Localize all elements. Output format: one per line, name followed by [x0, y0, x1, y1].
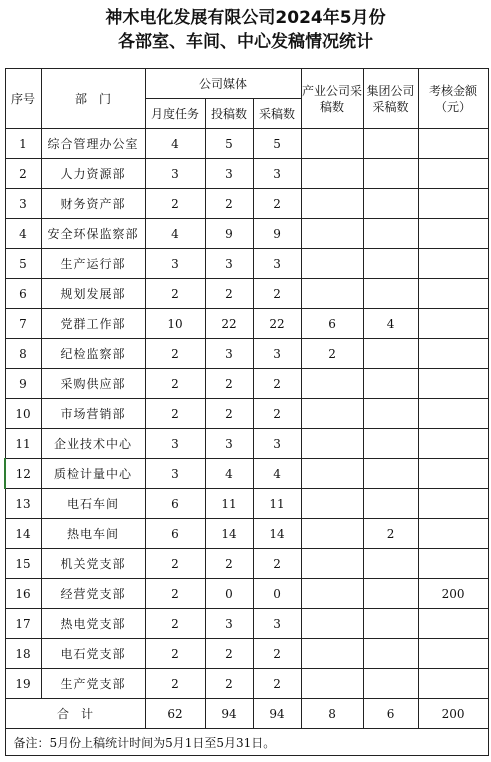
cell-dept: 生产运行部 — [41, 249, 145, 279]
cell-submitted: 3 — [205, 339, 253, 369]
cell-monthly-task: 2 — [145, 639, 205, 669]
cell-adopted: 22 — [253, 309, 301, 339]
header-bonus-text: 考核金额（元） — [429, 83, 478, 114]
cell-seq: 12 — [5, 459, 41, 489]
cell-dept: 经营党支部 — [41, 579, 145, 609]
cell-bonus — [418, 639, 488, 669]
cell-bonus — [418, 549, 488, 579]
cell-submitted: 3 — [205, 159, 253, 189]
cell-adopted: 14 — [253, 519, 301, 549]
cell-dept: 纪检监察部 — [41, 339, 145, 369]
cell-adopted: 3 — [253, 429, 301, 459]
cell-industry-adopted — [301, 489, 363, 519]
cell-bonus — [418, 189, 488, 219]
cell-monthly-task: 2 — [145, 669, 205, 699]
cell-bonus — [418, 339, 488, 369]
cell-group-adopted — [363, 279, 418, 309]
table-row — [5, 339, 488, 369]
cell-monthly-task: 2 — [145, 189, 205, 219]
cell-group-adopted — [363, 579, 418, 609]
cell-submitted: 3 — [205, 429, 253, 459]
cell-seq: 19 — [5, 669, 41, 699]
cell-industry-adopted — [301, 279, 363, 309]
cell-monthly-task: 3 — [145, 249, 205, 279]
note-row — [5, 729, 488, 756]
cell-submitted: 2 — [205, 189, 253, 219]
cell-adopted: 3 — [253, 339, 301, 369]
table-row — [5, 129, 488, 159]
cell-adopted: 3 — [253, 159, 301, 189]
cell-adopted: 2 — [253, 639, 301, 669]
cell-industry-adopted — [301, 129, 363, 159]
cell-submitted: 14 — [205, 519, 253, 549]
cell-bonus — [418, 369, 488, 399]
cell-submitted: 11 — [205, 489, 253, 519]
cell-adopted: 5 — [253, 129, 301, 159]
cell-seq: 2 — [5, 159, 41, 189]
cell-dept: 热电党支部 — [41, 609, 145, 639]
cell-bonus — [418, 519, 488, 549]
table-row — [5, 429, 488, 459]
note-text: 备注：5月份上稿统计时间为5月1日至5月31日。 — [5, 729, 488, 756]
table-row — [5, 399, 488, 429]
cell-dept: 机关党支部 — [41, 549, 145, 579]
cell-adopted: 2 — [253, 369, 301, 399]
cell-industry-adopted — [301, 609, 363, 639]
statistics-table — [4, 68, 489, 756]
cell-adopted: 0 — [253, 579, 301, 609]
cell-industry-adopted — [301, 369, 363, 399]
header-submitted: 投稿数 — [205, 99, 253, 129]
header-seq: 序号 — [5, 69, 41, 129]
cell-industry-adopted — [301, 579, 363, 609]
cell-bonus — [418, 129, 488, 159]
cell-dept: 热电车间 — [41, 519, 145, 549]
cell-adopted: 2 — [253, 549, 301, 579]
cell-submitted: 3 — [205, 609, 253, 639]
cell-adopted: 2 — [253, 399, 301, 429]
cell-industry-adopted — [301, 219, 363, 249]
cell-seq: 13 — [5, 489, 41, 519]
header-group-adopted-text: 集团公司采稿数 — [366, 83, 415, 114]
cell-group-adopted — [363, 429, 418, 459]
cell-industry-adopted — [301, 549, 363, 579]
cell-adopted: 3 — [253, 249, 301, 279]
cell-dept: 采购供应部 — [41, 369, 145, 399]
cell-dept: 综合管理办公室 — [41, 129, 145, 159]
table-row — [5, 639, 488, 669]
cell-industry-adopted — [301, 459, 363, 489]
cell-group-adopted — [363, 129, 418, 159]
header-group-adopted — [363, 69, 418, 129]
table-row — [5, 549, 488, 579]
cell-group-adopted — [363, 639, 418, 669]
cell-monthly-task: 6 — [145, 489, 205, 519]
table-row — [5, 459, 488, 489]
cell-industry-adopted — [301, 429, 363, 459]
cell-seq: 9 — [5, 369, 41, 399]
cell-submitted: 0 — [205, 579, 253, 609]
header-monthly-task: 月度任务 — [145, 99, 205, 129]
cell-submitted: 4 — [205, 459, 253, 489]
cell-dept: 规划发展部 — [41, 279, 145, 309]
cell-industry-adopted — [301, 249, 363, 279]
cell-group-adopted — [363, 369, 418, 399]
table-row — [5, 159, 488, 189]
total-group: 6 — [363, 699, 418, 729]
cell-seq: 8 — [5, 339, 41, 369]
table-row — [5, 279, 488, 309]
cell-seq: 3 — [5, 189, 41, 219]
cell-industry-adopted — [301, 519, 363, 549]
cell-submitted: 2 — [205, 639, 253, 669]
cell-seq: 11 — [5, 429, 41, 459]
total-label: 合 计 — [5, 699, 145, 729]
cell-submitted: 9 — [205, 219, 253, 249]
cell-bonus — [418, 459, 488, 489]
cell-monthly-task: 4 — [145, 219, 205, 249]
cell-monthly-task: 10 — [145, 309, 205, 339]
table-row — [5, 489, 488, 519]
cell-bonus — [418, 399, 488, 429]
cell-group-adopted — [363, 219, 418, 249]
cell-submitted: 5 — [205, 129, 253, 159]
cell-bonus — [418, 219, 488, 249]
cell-submitted: 2 — [205, 279, 253, 309]
cell-monthly-task: 4 — [145, 129, 205, 159]
cell-dept: 生产党支部 — [41, 669, 145, 699]
cell-seq: 6 — [5, 279, 41, 309]
table-body — [5, 129, 488, 699]
cell-monthly-task: 2 — [145, 579, 205, 609]
cell-seq: 14 — [5, 519, 41, 549]
cell-industry-adopted — [301, 639, 363, 669]
cell-group-adopted — [363, 339, 418, 369]
cell-monthly-task: 2 — [145, 369, 205, 399]
cell-bonus — [418, 309, 488, 339]
cell-monthly-task: 2 — [145, 399, 205, 429]
cell-bonus — [418, 249, 488, 279]
cell-group-adopted — [363, 399, 418, 429]
cell-industry-adopted: 6 — [301, 309, 363, 339]
cell-adopted: 4 — [253, 459, 301, 489]
cell-dept: 电石党支部 — [41, 639, 145, 669]
cell-bonus — [418, 159, 488, 189]
title-line-1: 神木电化发展有限公司2024年5月份 — [105, 8, 386, 28]
cell-industry-adopted — [301, 189, 363, 219]
cell-seq: 15 — [5, 549, 41, 579]
cell-monthly-task: 3 — [145, 429, 205, 459]
cell-group-adopted: 2 — [363, 519, 418, 549]
table-row — [5, 249, 488, 279]
cell-bonus — [418, 609, 488, 639]
cell-submitted: 2 — [205, 399, 253, 429]
cell-monthly-task: 2 — [145, 339, 205, 369]
cell-group-adopted — [363, 549, 418, 579]
header-media-group: 公司媒体 — [145, 69, 301, 99]
cell-bonus: 200 — [418, 579, 488, 609]
header-dept: 部 门 — [41, 69, 145, 129]
total-bonus: 200 — [418, 699, 488, 729]
total-row — [5, 699, 488, 729]
cell-dept: 市场营销部 — [41, 399, 145, 429]
header-adopted: 采稿数 — [253, 99, 301, 129]
cell-submitted: 2 — [205, 669, 253, 699]
cell-dept: 人力资源部 — [41, 159, 145, 189]
cell-seq: 18 — [5, 639, 41, 669]
cell-monthly-task: 3 — [145, 159, 205, 189]
table-row — [5, 219, 488, 249]
cell-adopted: 2 — [253, 669, 301, 699]
cell-group-adopted — [363, 159, 418, 189]
total-adopted: 94 — [253, 699, 301, 729]
table-row — [5, 609, 488, 639]
cell-group-adopted — [363, 459, 418, 489]
cell-monthly-task: 2 — [145, 279, 205, 309]
cell-group-adopted — [363, 249, 418, 279]
cell-group-adopted — [363, 669, 418, 699]
cell-group-adopted — [363, 489, 418, 519]
cell-seq: 16 — [5, 579, 41, 609]
cell-group-adopted — [363, 189, 418, 219]
document-title — [0, 6, 491, 54]
cell-adopted: 11 — [253, 489, 301, 519]
cell-seq: 5 — [5, 249, 41, 279]
cell-submitted: 2 — [205, 369, 253, 399]
header-industry-adopted — [301, 69, 363, 129]
total-industry: 8 — [301, 699, 363, 729]
cell-adopted: 3 — [253, 609, 301, 639]
cell-dept: 电石车间 — [41, 489, 145, 519]
table-row — [5, 369, 488, 399]
table-row — [5, 309, 488, 339]
cell-group-adopted: 4 — [363, 309, 418, 339]
table-row — [5, 579, 488, 609]
title-line-2: 各部室、车间、中心发稿情况统计 — [118, 32, 373, 52]
cell-industry-adopted — [301, 669, 363, 699]
table-row — [5, 519, 488, 549]
table-row — [5, 189, 488, 219]
cell-adopted: 2 — [253, 279, 301, 309]
cell-submitted: 2 — [205, 549, 253, 579]
cell-submitted: 22 — [205, 309, 253, 339]
cell-dept: 党群工作部 — [41, 309, 145, 339]
cell-adopted: 9 — [253, 219, 301, 249]
total-submitted: 94 — [205, 699, 253, 729]
cell-dept: 企业技术中心 — [41, 429, 145, 459]
cell-seq: 17 — [5, 609, 41, 639]
cell-dept: 安全环保监察部 — [41, 219, 145, 249]
cell-seq: 10 — [5, 399, 41, 429]
cell-monthly-task: 2 — [145, 549, 205, 579]
cell-seq: 4 — [5, 219, 41, 249]
cell-dept: 质检计量中心 — [41, 459, 145, 489]
cell-group-adopted — [363, 609, 418, 639]
cell-seq: 1 — [5, 129, 41, 159]
cell-dept: 财务资产部 — [41, 189, 145, 219]
cell-monthly-task: 2 — [145, 609, 205, 639]
cell-industry-adopted: 2 — [301, 339, 363, 369]
cell-adopted: 2 — [253, 189, 301, 219]
table-row — [5, 669, 488, 699]
total-task: 62 — [145, 699, 205, 729]
header-bonus — [418, 69, 488, 129]
cell-seq: 7 — [5, 309, 41, 339]
cell-monthly-task: 3 — [145, 459, 205, 489]
cell-bonus — [418, 489, 488, 519]
cell-bonus — [418, 669, 488, 699]
cell-industry-adopted — [301, 399, 363, 429]
cell-bonus — [418, 279, 488, 309]
header-industry-adopted-text: 产业公司采稿数 — [302, 83, 363, 114]
cell-bonus — [418, 429, 488, 459]
cell-monthly-task: 6 — [145, 519, 205, 549]
cell-submitted: 3 — [205, 249, 253, 279]
cell-industry-adopted — [301, 159, 363, 189]
